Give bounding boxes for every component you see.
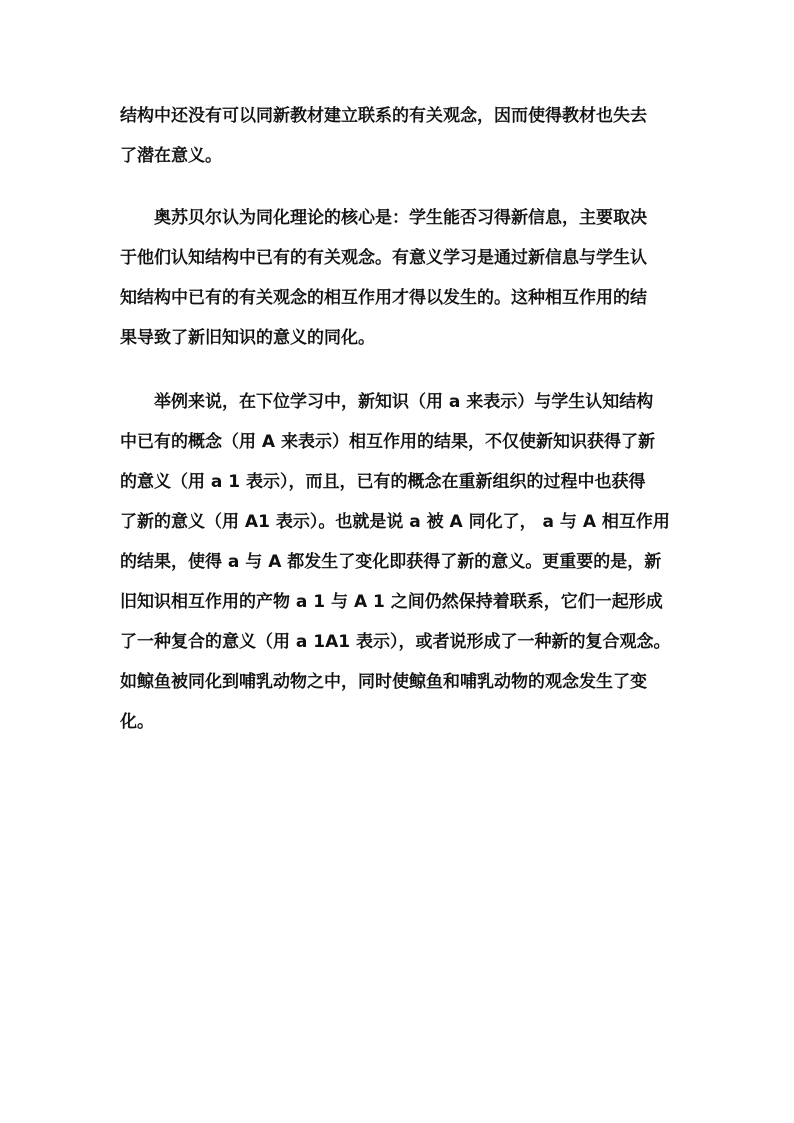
text-line: 的结果，使得 a 与 A 都发生了变化即获得了新的意义。更重要的是，新 (120, 552, 662, 572)
text-line: 旧知识相互作用的产物 a 1 与 A 1 之间仍然保持着联系，它们一起形成 (120, 592, 663, 612)
paragraph-gap (120, 176, 680, 198)
text-line: 中已有的概念（用 A 来表示）相互作用的结果，不仅使新知识获得了新 (120, 432, 655, 452)
text-line: 化。 (120, 712, 154, 732)
text-line: 知结构中已有的有关观念的相互作用才得以发生的。这种相互作用的结 (120, 288, 647, 308)
text-line: 的意义（用 a 1 表示），而且，已有的概念在重新组织的过程中也获得 (120, 472, 646, 492)
text-line: 于他们认知结构中已有的有关观念。有意义学习是通过新信息与学生认 (120, 248, 647, 268)
text-line: 了潜在意义。 (120, 146, 222, 166)
text-line: 结构中还没有可以同新教材建立联系的有关观念，因而使得教材也失去 (120, 106, 647, 126)
paragraph-3 (120, 382, 680, 742)
text-line: 如鲸鱼被同化到哺乳动物之中，同时使鲸鱼和哺乳动物的观念发生了变 (120, 672, 647, 692)
text-line: 了一种复合的意义（用 a 1A1 表示），或者说形成了一种新的复合观念。 (120, 632, 671, 652)
text-line: 了新的意义（用 A1 表示）。也就是说 a 被 A 同化了， a 与 A 相互作用 (120, 512, 670, 532)
paragraph-gap (120, 358, 680, 382)
text-line: 果导致了新旧知识的意义的同化。 (120, 328, 375, 348)
text-line: 奥苏贝尔认为同化理论的核心是：学生能否习得新信息，主要取决 (154, 208, 647, 228)
text-line: 举例来说，在下位学习中，新知识（用 a 来表示）与学生认知结构 (154, 392, 654, 412)
paragraph-1 (120, 96, 680, 176)
document-body (120, 96, 680, 742)
paragraph-2 (120, 198, 680, 358)
